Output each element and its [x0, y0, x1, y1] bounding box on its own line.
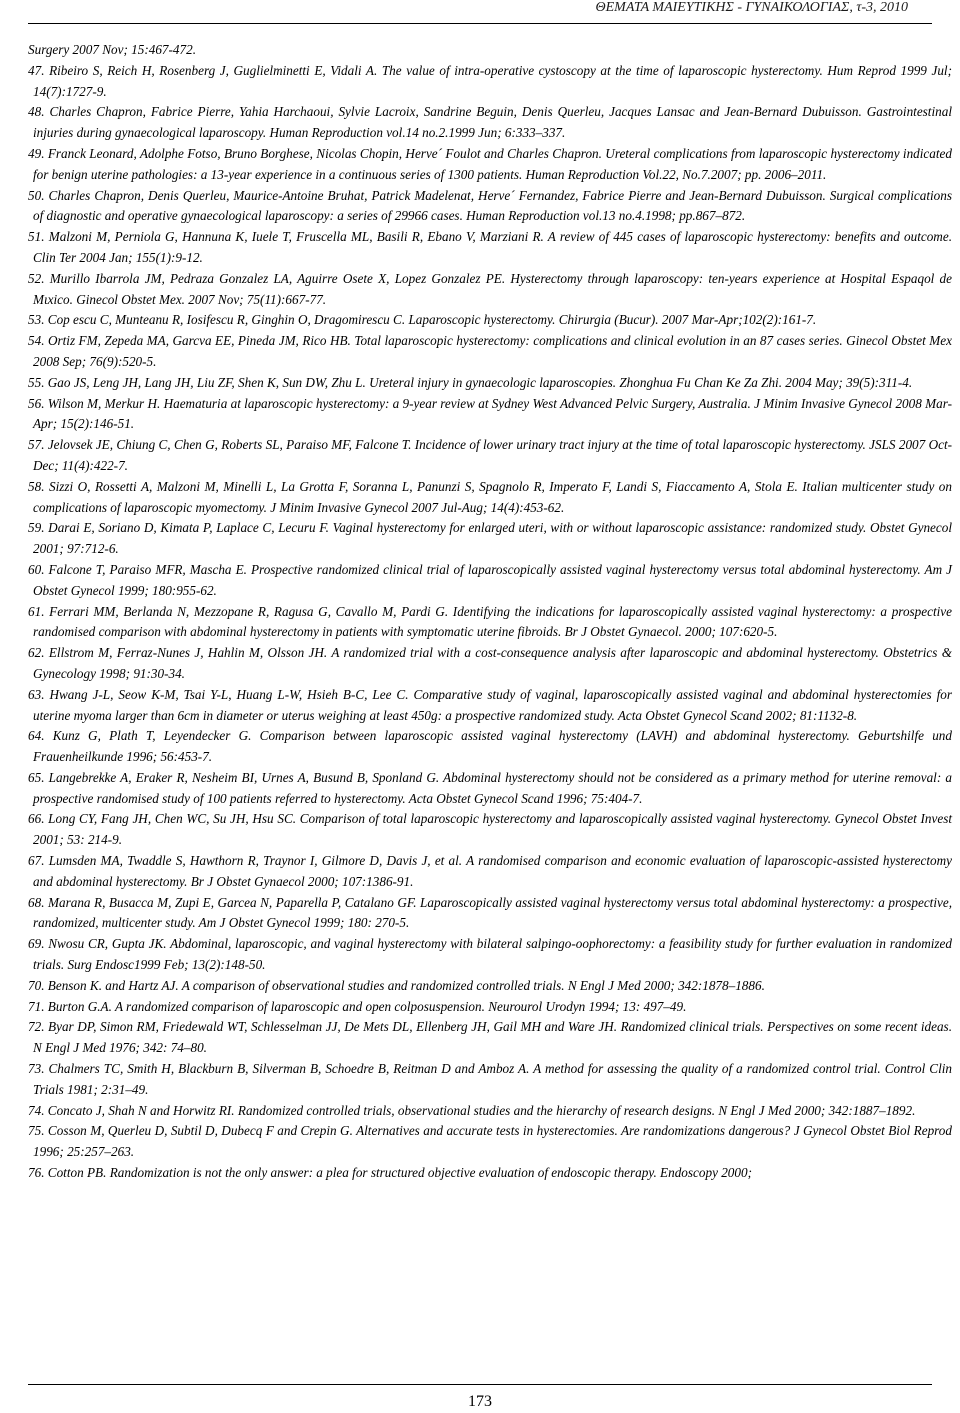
page-number: 173	[468, 1393, 492, 1410]
reference-item: 75. Cosson M, Querleu D, Subtil D, Dubecq F and Crepin G. Alternatives and accurate tests in hysterectomies. Are randomizations dangerous? J Gynecol Obstet Biol Reprod 1996; 25:257–263.	[28, 1123, 952, 1160]
reference-item: 63. Hwang J-L, Seow K-M, Tsai Y-L, Huang L-W, Hsieh B-C, Lee C. Comparative study of vaginal, laparoscopically assisted vaginal and abdominal hysterectomies for uterine myoma larger than 6cm in diameter or uterus weighing at least 450g: a prospective randomized study. Acta Obstet Gynecol Scand 2002; 81:1132-8.	[28, 686, 952, 723]
reference-item: 51. Malzoni M, Perniola G, Hannuna K, Iuele T, Fruscella ML, Basili R, Ebano V, Marziani R. A review of 445 cases of laparoscopic hysterectomy: benefits and outcome. Clin Ter 2004 Jan; 155(1):9-12.	[28, 229, 952, 265]
reference-item: 72. Byar DP, Simon RM, Friedewald WT, Schlesselman JJ, De Mets DL, Ellenberg JH, Gail MH and Ware JH. Randomized clinical trials. Perspectives on some recent ideas. N Engl J Med 1976; 342: 74–80.	[28, 1019, 952, 1056]
reference-item: 58. Sizzi O, Rossetti A, Malzoni M, Minelli L, La Grotta F, Soranna L, Panunzi S, Spagnolo R, Imperato F, Landi S, Fiaccamento A, Stola E. Italian multicenter study on complications of laparoscopic myomectomy. J Minim Invasive Gynecol 2007 Jul-Aug; 14(4):453-62.	[28, 478, 952, 515]
reference-item: 71. Burton G.A. A randomized comparison of laparoscopic and open colposuspension. Neurourol Urodyn 1994; 13: 497–49.	[28, 998, 687, 1014]
reference-item: 59. Darai E, Soriano D, Kimata P, Laplace C, Lecuru F. Vaginal hysterectomy for enlarged uteri, with or without laparoscopic assistance: randomized study. Obstet Gynecol 2001; 97:712-6.	[28, 520, 952, 557]
reference-item: 68. Marana R, Busacca M, Zupi E, Garcea N, Paparella P, Catalano GF. Laparoscopically assisted vaginal hysterectomy versus total abdominal hysterectomy: a prospective, randomized, multicenter study. Am J Obstet Gynecol 1999; 180: 270-5.	[28, 894, 952, 931]
footer-rule	[28, 1384, 932, 1385]
reference-item: 49. Franck Leonard, Adolphe Fotso, Bruno Borghese, Nicolas Chopin, Herve´ Foulot and Charles Chapron. Ureteral complications from laparoscopic hysterectomy indicated for benign uterine pathologies: a 13-year experience in a continuous series of 1300 patients. Human Reproduction Vol.22, No.7.2007; pp. 2006–2011.	[28, 145, 952, 182]
reference-item: 53. Cop esсu C, Munteanu R, Iosifescu R, Ginghin O, Dragomirescu C. Laparoscopic hysterectomy. Chirurgia (Bucur). 2007 Mar-Apr;102(2):161-7.	[28, 312, 817, 328]
reference-item: 57. Jelovsek JE, Chiung C, Chen G, Roberts SL, Paraiso MF, Falcone T. Incidence of lower urinary tract injury at the time of total laparoscopic hysterectomy. JSLS 2007 Oct-Dec; 11(4):422-7.	[28, 437, 952, 473]
reference-item: 56. Wilson M, Merkur H. Haematuria at laparoscopic hysterectomy: a 9-year review at Sydney West Advanced Pelvic Surgery, Australia. J Minim Invasive Gynecol 2008 Mar-Apr; 15(2):146-51.	[28, 395, 952, 432]
reference-item: 67. Lumsden MA, Twaddle S, Hawthorn R, Traynor I, Gilmore D, Davis J, et al. A randomised comparison and economic evaluation of laparoscopic-assisted hysterectomy and abdominal hysterectomy. Br J Obstet Gynaecol 2000; 107:1386-91.	[28, 853, 952, 889]
reference-item: 65. Langebrekke A, Eraker R, Nesheim BI, Urnes A, Busund B, Sponland G. Abdominal hysterectomy should not be considered as a primary method for uterine removal: a prospective randomised study of 100 patients referred to hysterectomy. Acta Obstet Gynecol Scand 1996; 75:404-7.	[28, 769, 952, 806]
reference-item: 66. Long CY, Fang JH, Chen WC, Su JH, Hsu SC. Comparison of total laparoscopic hysterectomy and laparoscopically assisted vaginal hysterectomy. Gynecol Obstet Invest 2001; 53: 214-9.	[28, 811, 952, 848]
reference-item: 74. Concato J, Shah N and Horwitz RI. Randomized controlled trials, observational studies and the hierarchy of research designs. N Engl J Med 2000; 342:1887–1892.	[28, 1102, 916, 1118]
reference-item: 48. Charles Chapron, Fabrice Pierre, Yahia Harchaoui, Sylvie Lacroix, Sandrine Beguin, Denis Querleu, Jacques Lansac and Jean-Bernard Dubuisson. Gastrointestinal injuries during gynaecological laparoscopy. Human Reproduction vol.14 no.2.1999 Jun; 6:333–337.	[28, 104, 952, 141]
reference-item: 69. Nwosu CR, Gupta JK. Abdominal, laparoscopic, and vaginal hysterectomy with bilateral salpingo-oophorectomy: a feasibility study for further evaluation in randomized trials. Surg Endosc1999 Feb; 13(2):148-50.	[28, 936, 952, 973]
reference-item: 52. Murillo Ibarrola JM, Pedraza Gonzalez LA, Aguirre Osete X, Lopez Gonzalez PE. Hysterectomy through laparoscopy: ten-years experience at Hospital Espaqol de Mιxico. Ginecol Obstet Mex. 2007 Nov; 75(11):667-77.	[28, 270, 952, 307]
reference-item: 73. Chalmers TC, Smith H, Blackburn B, Silverman B, Schoedre B, Reitman D and Amboz A. A method for assessing the quality of a randomized control trial. Control Clin Trials 1981; 2:31–49.	[28, 1061, 952, 1097]
running-header: ΘΕΜΑΤΑ ΜΑΙΕΥΤΙΚΗΣ - ΓΥΝΑΙΚΟΛΟΓΙΑΣ, τ-3, 2010	[595, 0, 908, 15]
reference-item: 62. Ellstrom M, Ferraz-Nunes J, Hahlin M, Olsson JH. A randomized trial with a cost-consequence analysis after laparoscopic and abdominal hysterectomy. Obstetrics & Gynecology 1998; 91:30-34.	[28, 645, 952, 681]
header-rule	[28, 23, 932, 24]
reference-item: 64. Kunz G, Plath T, Leyendecker G. Comparison between laparoscopic assisted vaginal hysterectomy (LAVH) and abdominal hysterectomy. Geburtshilfe und Frauenheilkunde 1996; 56:453-7.	[28, 728, 952, 765]
reference-item: 50. Charles Chapron, Denis Querleu, Maurice-Antoine Bruhat, Patrick Madelenat, Herve´ Fernandez, Fabrice Pierre and Jean-Bernard Dubuisson. Surgical complications of diagnostic and operative gynaecological laparoscopy: a series of 29966 cases. Human Reproduction vol.13 no.4.1998; pp.867–872.	[28, 187, 952, 224]
reference-item: 70. Benson K. and Hartz AJ. A comparison of observational studies and randomized controlled trials. N Engl J Med 2000; 342:1878–1886.	[28, 977, 765, 993]
reference-list	[28, 40, 952, 1184]
reference-item: 55. Gao JS, Leng JH, Lang JH, Liu ZF, Shen K, Sun DW, Zhu L. Ureteral injury in gynaecologic laparoscopies. Zhonghua Fu Chan Ke Za Zhi. 2004 May; 39(5):311-4.	[28, 374, 913, 390]
reference-item: 60. Falcone T, Paraiso MFR, Mascha E. Prospective randomized clinical trial of laparoscopically assisted vaginal hysterectomy versus total abdominal hysterectomy. Am J Obstet Gynecol 1999; 180:955-62.	[28, 561, 952, 598]
reference-item: 47. Ribeiro S, Reich H, Rosenberg J, Guglielminetti E, Vidali A. The value of intra-operative cystoscopy at the time of laparoscopic hysterectomy. Hum Reprod 1999 Jul; 14(7):1727-9.	[28, 62, 952, 99]
reference-item: 61. Ferrari MM, Berlanda N, Mezzopane R, Ragusa G, Cavallo M, Pardi G. Identifying the indications for laparoscopically assisted vaginal hysterectomy: a prospective randomised comparison with abdominal hysterectomy in patients with symptomatic uterine fibroids. Br J Obstet Gynaecol. 2000; 107:620-5.	[28, 603, 952, 640]
reference-item: Surgery 2007 Nov; 15:467-472.	[28, 42, 196, 57]
reference-item: 76. Cotton PB. Randomization is not the only answer: a plea for structured objective evaluation of endoscopic therapy. Endoscopy 2000;	[28, 1165, 752, 1181]
reference-item: 54. Ortiz FM, Zepeda MA, Garcνa EE, Pineda JM, Rico HB. Total laparoscopic hysterectomy: complications and clinical evolution in an 87 cases series. Ginecol Obstet Mex 2008 Sep; 76(9):520-5.	[28, 333, 952, 369]
